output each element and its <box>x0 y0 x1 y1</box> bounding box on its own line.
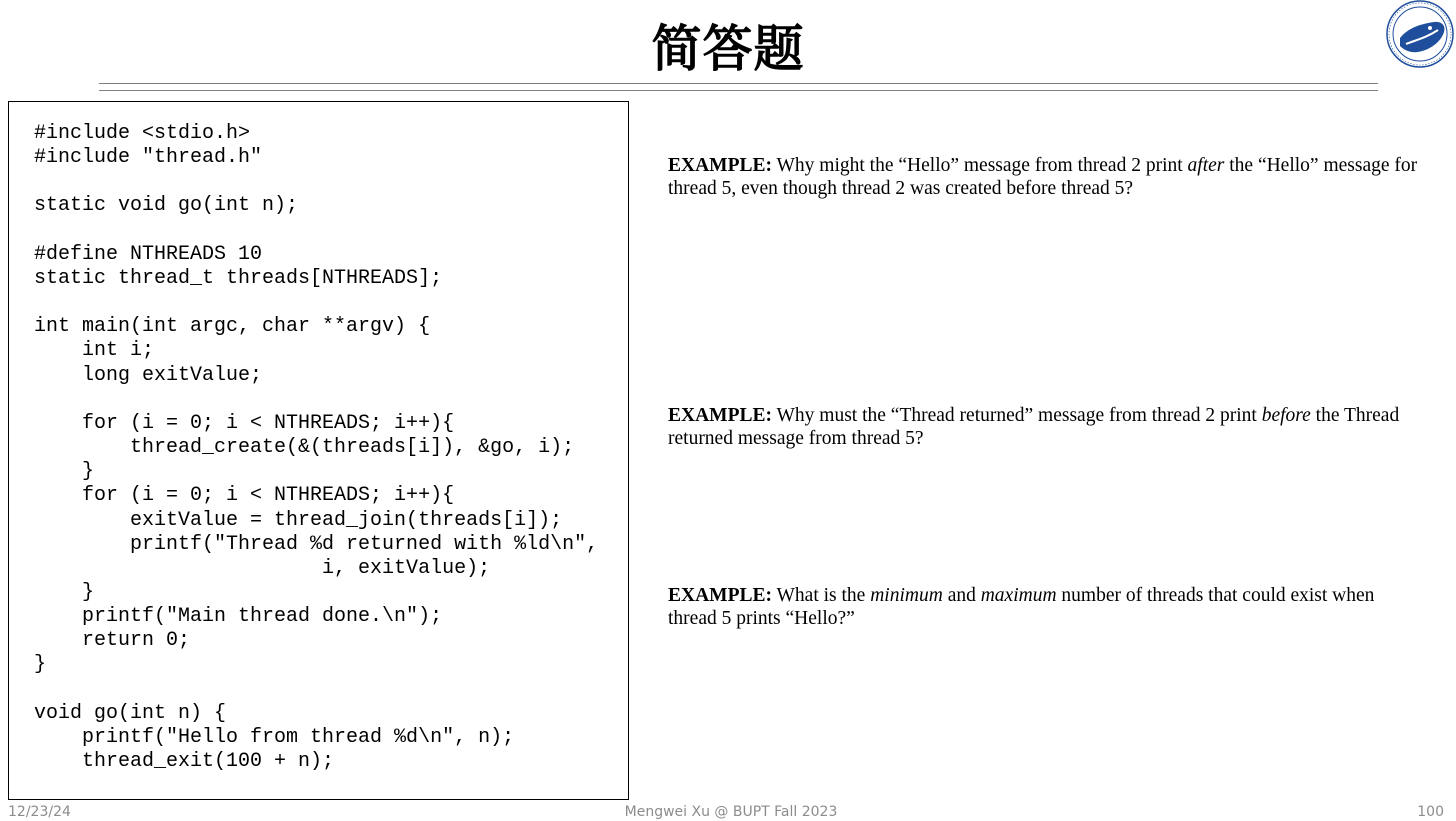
question-text: Why must the “Thread returned” message from thread 2 print <box>772 405 1262 426</box>
footer-page-number: 100 <box>1417 804 1444 820</box>
question-label: EXAMPLE: <box>668 405 772 426</box>
question-text: the “Hello” message for thread 5, even though thread 2 was created before thread 5? <box>668 155 1418 199</box>
footer-author: Mengwei Xu @ BUPT Fall 2023 <box>624 804 838 820</box>
question-3 <box>668 584 1428 630</box>
question-emphasis: maximum <box>980 585 1057 606</box>
footer-date: 12/23/24 <box>8 804 71 820</box>
university-seal-icon <box>1386 0 1454 68</box>
question-emphasis: before <box>1261 405 1311 426</box>
question-emphasis: minimum <box>870 585 943 606</box>
code-listing: #include <stdio.h> #include "thread.h" static void go(int n); #define NTHREADS 10 static thread_t threads[NTHREADS]; int main(int argc, char **argv) { int i; long exitValue; for (i = 0; i < NTHREADS; i++){ thread_create(&(threads[i]), &go, i); } for (i = 0; i < NTHREADS; i++){ exitValue = thread_join(threads[i]); printf("Thread %d returned with %ld\n", i, exitValue); } printf("Main thread done.\n"); return 0; } void go(int n) { printf("Hello from thread %d\n", n); thread_exit(100 + n); <box>34 122 599 774</box>
title-divider-bottom <box>99 90 1378 91</box>
question-text: What is the <box>772 585 871 606</box>
code-listing-box <box>8 101 629 800</box>
question-2 <box>668 404 1428 450</box>
question-text: the Thread returned message from thread 5? <box>668 405 1400 449</box>
question-label: EXAMPLE: <box>668 155 772 176</box>
question-emphasis: after <box>1187 155 1225 176</box>
slide-title: 简答题 <box>651 20 805 78</box>
question-text: and <box>942 585 981 606</box>
question-text: Why might the “Hello” message from thread 2 print <box>772 155 1188 176</box>
question-text: number of threads that could exist when thread 5 prints “Hello?” <box>668 585 1375 629</box>
question-1 <box>668 154 1428 200</box>
question-label: EXAMPLE: <box>668 585 772 606</box>
title-divider-top <box>99 83 1378 84</box>
